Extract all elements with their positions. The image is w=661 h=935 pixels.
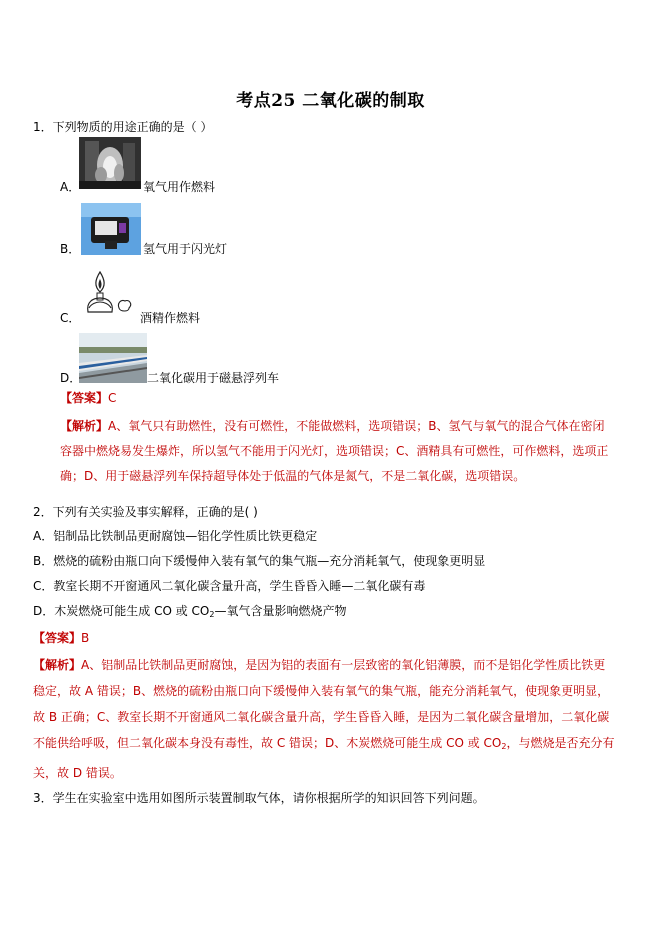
explanation-label: 【解析】	[60, 419, 109, 433]
answer-2-label: 【答案】	[33, 631, 82, 645]
q2-option-b-letter: B．	[33, 554, 54, 568]
explanation-text: A、氧气只有助燃性，没有可燃性，不能做燃料，选项错误；B、氢气与氧气的混合气体在密闭容器中燃烧易发生爆炸，所以氢气不能用于闪光灯，选项错误；C、酒精具有可燃性，可作燃料，选项正确；D、用于磁悬浮列车保持超导体处于低温的气体是氮气，不是二氧化碳，选项错误。	[60, 419, 609, 483]
q2-option-d-subscript: 2	[209, 610, 215, 619]
q2-option-d-letter: D．	[33, 604, 55, 618]
explanation-2-subscript: 2	[501, 742, 507, 751]
fire-photo	[79, 137, 141, 189]
option-d-text: 二氧化碳用于磁悬浮列车	[147, 371, 280, 385]
option-c-text: 酒精作燃料	[140, 311, 201, 325]
q2-option-d	[33, 602, 346, 619]
explanation-1	[60, 414, 616, 489]
q2-option-b	[33, 552, 485, 569]
q2-option-a-text: 铝制品比铁制品更耐腐蚀—铝化学性质比铁更稳定	[53, 529, 318, 543]
q2-option-c-text: 教室长期不开窗通风二氧化碳含量升高，学生昏昏入睡—二氧化碳有毒	[53, 579, 426, 593]
explanation-2	[33, 652, 617, 786]
explanation-2-text: A、铝制品比铁制品更耐腐蚀，是因为铝的表面有一层致密的氧化铝薄膜，而不是铝化学性质比铁更稳定，故 A 错误；B、燃烧的硫粉由瓶口向下缓慢伸入装有氧气的集气瓶，能充分消耗氧气，使现象更明显，故 B 正确；C、教室长期不开窗通风二氧化碳含量升高，学生昏昏入睡，是因为二氧化碳含量增加，二氧化碳不能供给呼吸，但二氧化碳本身没有毒性，故 C 错误；D、木炭燃烧可能生成 CO 或 CO	[33, 658, 610, 750]
page-title: 考点25 二氧化碳的制取	[236, 91, 425, 111]
q2-option-d-text-end: —氧气含量影响燃烧产物	[214, 604, 347, 618]
answer-value: C	[108, 391, 117, 405]
question-3-stem: 3．学生在实验室中选用如图所示装置制取气体，请你根据所学的知识回答下列问题。	[33, 791, 485, 805]
q2-option-b-text: 燃烧的硫粉由瓶口向下缓慢伸入装有氧气的集气瓶—充分消耗氧气，使现象更明显	[53, 554, 486, 568]
q2-option-a-letter: A．	[33, 529, 54, 543]
option-d-letter: D．	[60, 371, 82, 385]
answer-2	[33, 629, 89, 646]
option-b-letter: B．	[60, 242, 81, 256]
question-1-stem: 1．下列物质的用途正确的是（ ）	[33, 120, 213, 134]
camera-flash-photo	[81, 203, 141, 255]
option-c-letter: C．	[60, 311, 81, 325]
explanation-2-label: 【解析】	[33, 658, 82, 672]
option-a-text: 氧气用作燃料	[143, 180, 216, 194]
answer-2-value: B	[81, 631, 90, 645]
q2-option-a	[33, 527, 317, 544]
q2-option-d-text: 木炭燃烧可能生成 CO 或 CO	[54, 604, 210, 618]
answer-1	[60, 389, 116, 406]
answer-label: 【答案】	[60, 391, 109, 405]
option-a-letter: A．	[60, 180, 81, 194]
alcohol-lamp-drawing	[79, 266, 137, 324]
question-2-stem: 2．下列有关实验及事实解释，正确的是( )	[33, 505, 258, 519]
maglev-train-photo	[79, 333, 147, 383]
q2-option-c-letter: C．	[33, 579, 54, 593]
explanation-2-text-end: ，与燃烧是否充分有关，故 D 错误。	[33, 736, 615, 780]
q2-option-c	[33, 577, 425, 594]
option-b-text: 氢气用于闪光灯	[143, 242, 228, 256]
